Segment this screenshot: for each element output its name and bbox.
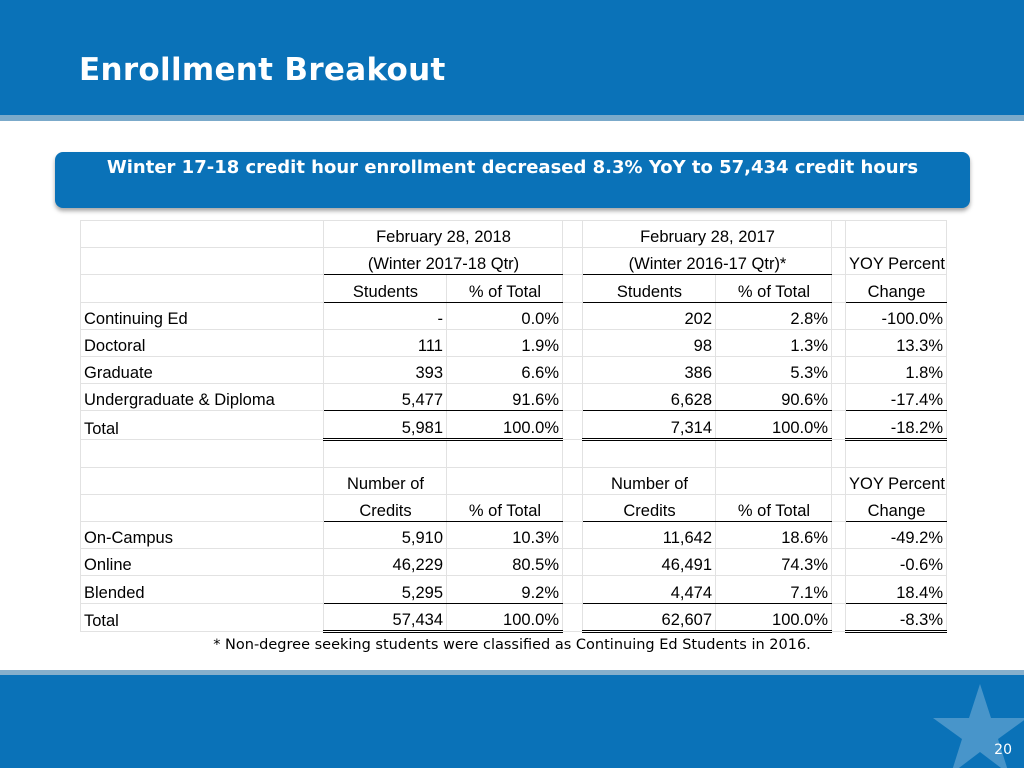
col-2018-quarter: (Winter 2017-18 Qtr) — [324, 248, 563, 275]
students-2018: 111 — [324, 329, 447, 356]
empty-cell — [81, 439, 324, 467]
table1-subheader-row — [81, 275, 947, 302]
pct-2018: 80.5% — [447, 549, 563, 576]
spacer-cell — [563, 467, 583, 494]
row-label: Continuing Ed — [81, 302, 324, 329]
callout-text: Winter 17-18 credit hour enrollment decreased 8.3% YoY to 57,434 credit hours — [106, 157, 919, 178]
spacer-cell — [563, 248, 583, 275]
students-2018: 393 — [324, 356, 447, 383]
empty-cell — [447, 467, 563, 494]
row-label: Undergraduate & Diploma — [81, 384, 324, 411]
spacer-cell — [832, 549, 846, 576]
empty-cell — [81, 494, 324, 521]
spacer-cell — [563, 356, 583, 383]
yoy2-header-line-2: Change — [846, 494, 947, 521]
spacer-cell — [563, 411, 583, 439]
students-2017: 202 — [583, 302, 716, 329]
students-2017-header: Students — [583, 275, 716, 302]
empty-cell — [716, 467, 832, 494]
empty-cell — [846, 439, 947, 467]
enrollment-table — [80, 220, 947, 633]
spacer-cell — [832, 384, 846, 411]
footer-bar — [0, 670, 1024, 768]
credits-2018-total: 57,434 — [324, 603, 447, 631]
page-number: 20 — [994, 742, 1012, 758]
pct-2018-header: % of Total — [447, 275, 563, 302]
enrollment-table-container — [80, 220, 946, 633]
pct-2018-total: 100.0% — [447, 411, 563, 439]
spacer-cell — [832, 467, 846, 494]
spacer-cell — [563, 494, 583, 521]
pct2-2018-header: % of Total — [447, 494, 563, 521]
table-total-row — [81, 411, 947, 439]
spacer-cell — [832, 248, 846, 275]
pct-2017: 1.3% — [716, 329, 832, 356]
yoy-change: 13.3% — [846, 329, 947, 356]
table1-header-row-1 — [81, 221, 947, 248]
pct-2017-total: 100.0% — [716, 411, 832, 439]
col-2018-date: February 28, 2018 — [324, 221, 563, 248]
pct-2018-total: 100.0% — [447, 603, 563, 631]
footer-shadow — [0, 670, 1024, 675]
spacer-cell — [832, 494, 846, 521]
pct-2017: 74.3% — [716, 549, 832, 576]
spacer-cell — [563, 221, 583, 248]
star-watermark-icon — [930, 680, 1024, 780]
spacer-cell — [832, 356, 846, 383]
credits-2018: 46,229 — [324, 549, 447, 576]
table-row — [81, 356, 947, 383]
spacer-cell — [563, 329, 583, 356]
pct-2018: 1.9% — [447, 329, 563, 356]
pct-2018: 9.2% — [447, 576, 563, 603]
spacer-cell — [563, 549, 583, 576]
row-label: Total — [81, 411, 324, 439]
empty-cell — [716, 439, 832, 467]
spacer-cell — [832, 275, 846, 302]
spacer-cell — [832, 439, 846, 467]
empty-cell — [324, 439, 447, 467]
students-2018: 5,477 — [324, 384, 447, 411]
spacer-cell — [832, 522, 846, 549]
credits-2017: 4,474 — [583, 576, 716, 603]
slide-title: Enrollment Breakout — [79, 52, 446, 88]
spacer-cell — [832, 603, 846, 631]
yoy-change-total: -18.2% — [846, 411, 947, 439]
spacer-cell — [563, 302, 583, 329]
yoy-change: 1.8% — [846, 356, 947, 383]
table2-header-row-1 — [81, 467, 947, 494]
yoy-change: -0.6% — [846, 549, 947, 576]
spacer-cell — [563, 439, 583, 467]
students-2017: 6,628 — [583, 384, 716, 411]
row-label: On-Campus — [81, 522, 324, 549]
pct-2017: 5.3% — [716, 356, 832, 383]
empty-cell — [81, 221, 324, 248]
yoy-change-total: -8.3% — [846, 603, 947, 631]
spacer-cell — [563, 384, 583, 411]
footnote: * Non-degree seeking students were classified as Continuing Ed Students in 2016. — [213, 637, 811, 653]
empty-cell — [583, 439, 716, 467]
pct-2017-total: 100.0% — [716, 603, 832, 631]
table-total-row — [81, 603, 947, 631]
table-row — [81, 576, 947, 603]
credits-2017-total: 62,607 — [583, 603, 716, 631]
yoy2-header-line-1: YOY Percent — [846, 467, 947, 494]
pct-2017: 18.6% — [716, 522, 832, 549]
col-2017-date: February 28, 2017 — [583, 221, 832, 248]
col-2017-quarter: (Winter 2016-17 Qtr)* — [583, 248, 832, 275]
spacer-cell — [832, 411, 846, 439]
empty-cell — [81, 467, 324, 494]
pct2-2017-header: % of Total — [716, 494, 832, 521]
students-2018: - — [324, 302, 447, 329]
row-label: Graduate — [81, 356, 324, 383]
table1-header-row-2 — [81, 248, 947, 275]
yoy-change: -17.4% — [846, 384, 947, 411]
spacer-cell — [832, 576, 846, 603]
credits-2018-header-line-1: Number of — [324, 467, 447, 494]
yoy-change: -49.2% — [846, 522, 947, 549]
pct-2017: 2.8% — [716, 302, 832, 329]
table-row — [81, 384, 947, 411]
table2-header-row-2 — [81, 494, 947, 521]
spacer-cell — [563, 275, 583, 302]
pct-2018: 0.0% — [447, 302, 563, 329]
yoy-change: -100.0% — [846, 302, 947, 329]
pct-2017: 90.6% — [716, 384, 832, 411]
empty-cell — [846, 221, 947, 248]
empty-cell — [81, 275, 324, 302]
pct-2017: 7.1% — [716, 576, 832, 603]
credits-2017: 11,642 — [583, 522, 716, 549]
header-shadow — [0, 115, 1024, 121]
pct-2018: 10.3% — [447, 522, 563, 549]
credits-2017-header-line-1: Number of — [583, 467, 716, 494]
spacer-cell — [563, 603, 583, 631]
row-label: Blended — [81, 576, 324, 603]
empty-cell — [81, 248, 324, 275]
pct-2018: 6.6% — [447, 356, 563, 383]
row-label: Online — [81, 549, 324, 576]
yoy-header-line-1: YOY Percent — [846, 248, 947, 275]
spacer-cell — [832, 302, 846, 329]
pct-2018: 91.6% — [447, 384, 563, 411]
row-label: Total — [81, 603, 324, 631]
credits-2017-header-line-2: Credits — [583, 494, 716, 521]
blank-row — [81, 439, 947, 467]
students-2018-total: 5,981 — [324, 411, 447, 439]
empty-cell — [447, 439, 563, 467]
credits-2018: 5,295 — [324, 576, 447, 603]
row-label: Doctoral — [81, 329, 324, 356]
summary-callout — [55, 152, 970, 208]
credits-2018-header-line-2: Credits — [324, 494, 447, 521]
spacer-cell — [832, 329, 846, 356]
pct-2017-header: % of Total — [716, 275, 832, 302]
students-2018-header: Students — [324, 275, 447, 302]
table-row — [81, 329, 947, 356]
students-2017: 386 — [583, 356, 716, 383]
table-row — [81, 549, 947, 576]
credits-2018: 5,910 — [324, 522, 447, 549]
students-2017: 98 — [583, 329, 716, 356]
table-row — [81, 302, 947, 329]
spacer-cell — [832, 221, 846, 248]
spacer-cell — [563, 522, 583, 549]
table-row — [81, 522, 947, 549]
spacer-cell — [563, 576, 583, 603]
credits-2017: 46,491 — [583, 549, 716, 576]
students-2017-total: 7,314 — [583, 411, 716, 439]
yoy-change: 18.4% — [846, 576, 947, 603]
yoy-header-line-2: Change — [846, 275, 947, 302]
